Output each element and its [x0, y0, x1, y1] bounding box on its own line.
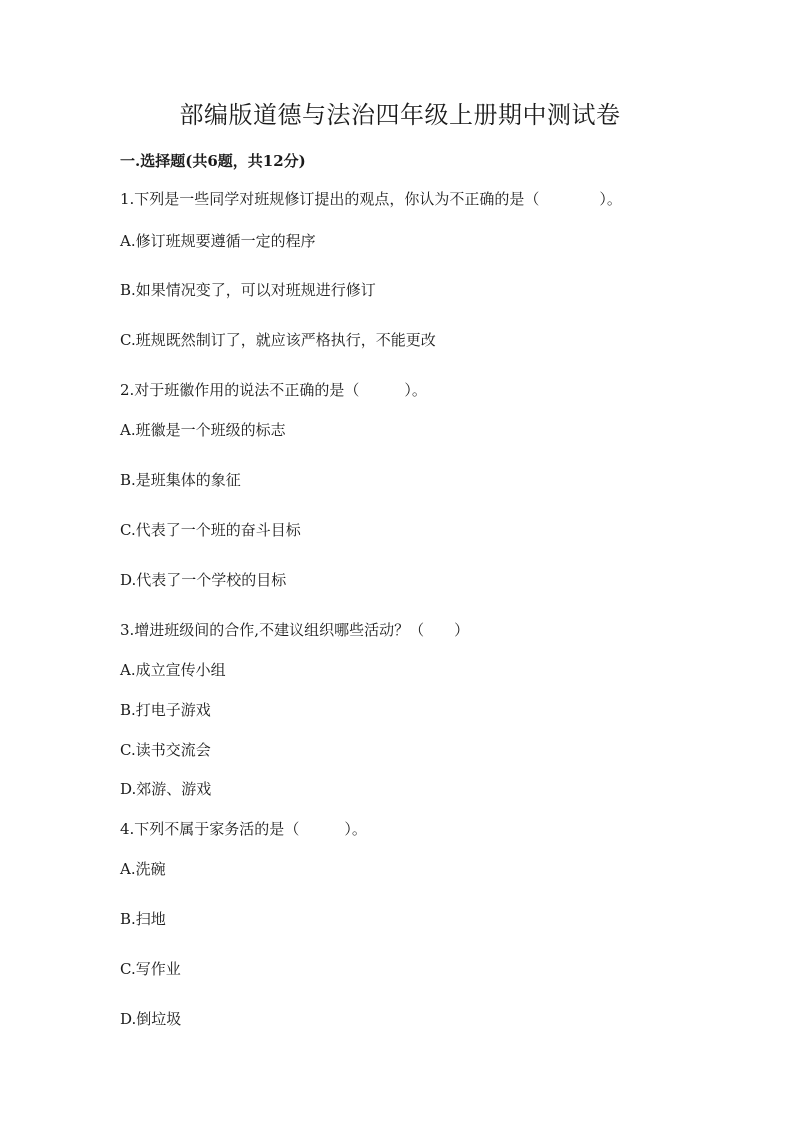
question-3-stem: 3.增进班级间的合作,不建议组织哪些活动？（ ） [120, 621, 470, 639]
question-4-option-a: A.洗碗 [120, 860, 166, 878]
question-1-option-a: A.修订班规要遵循一定的程序 [120, 232, 316, 250]
question-3-option-b: B.打电子游戏 [120, 701, 211, 719]
question-2-option-d: D.代表了一个学校的目标 [120, 571, 287, 589]
section-heading: 一.选择题(共6题，共12分) [120, 152, 306, 170]
question-2-option-c: C.代表了一个班的奋斗目标 [120, 521, 301, 539]
question-4-option-d: D.倒垃圾 [120, 1010, 182, 1028]
question-3-option-a: A.成立宣传小组 [120, 661, 226, 679]
question-4-stem: 4.下列不属于家务活的是（ ）。 [120, 820, 367, 838]
question-2-option-b: B.是班集体的象征 [120, 471, 241, 489]
question-3-option-d: D.郊游、游戏 [120, 780, 212, 798]
page-title: 部编版道德与法治四年级上册期中测试卷 [179, 101, 621, 129]
question-4-option-b: B.扫地 [120, 910, 166, 928]
question-1-stem: 1.下列是一些同学对班规修订提出的观点，你认为不正确的是（ ）。 [120, 190, 622, 208]
question-2-stem: 2.对于班徽作用的说法不正确的是（ ）。 [120, 381, 427, 399]
question-1-option-b: B.如果情况变了，可以对班规进行修订 [120, 281, 376, 299]
question-3-option-c: C.读书交流会 [120, 741, 211, 759]
question-4-option-c: C.写作业 [120, 960, 181, 978]
question-1-option-c: C.班规既然制订了，就应该严格执行，不能更改 [120, 331, 436, 349]
question-2-option-a: A.班徽是一个班级的标志 [120, 421, 286, 439]
